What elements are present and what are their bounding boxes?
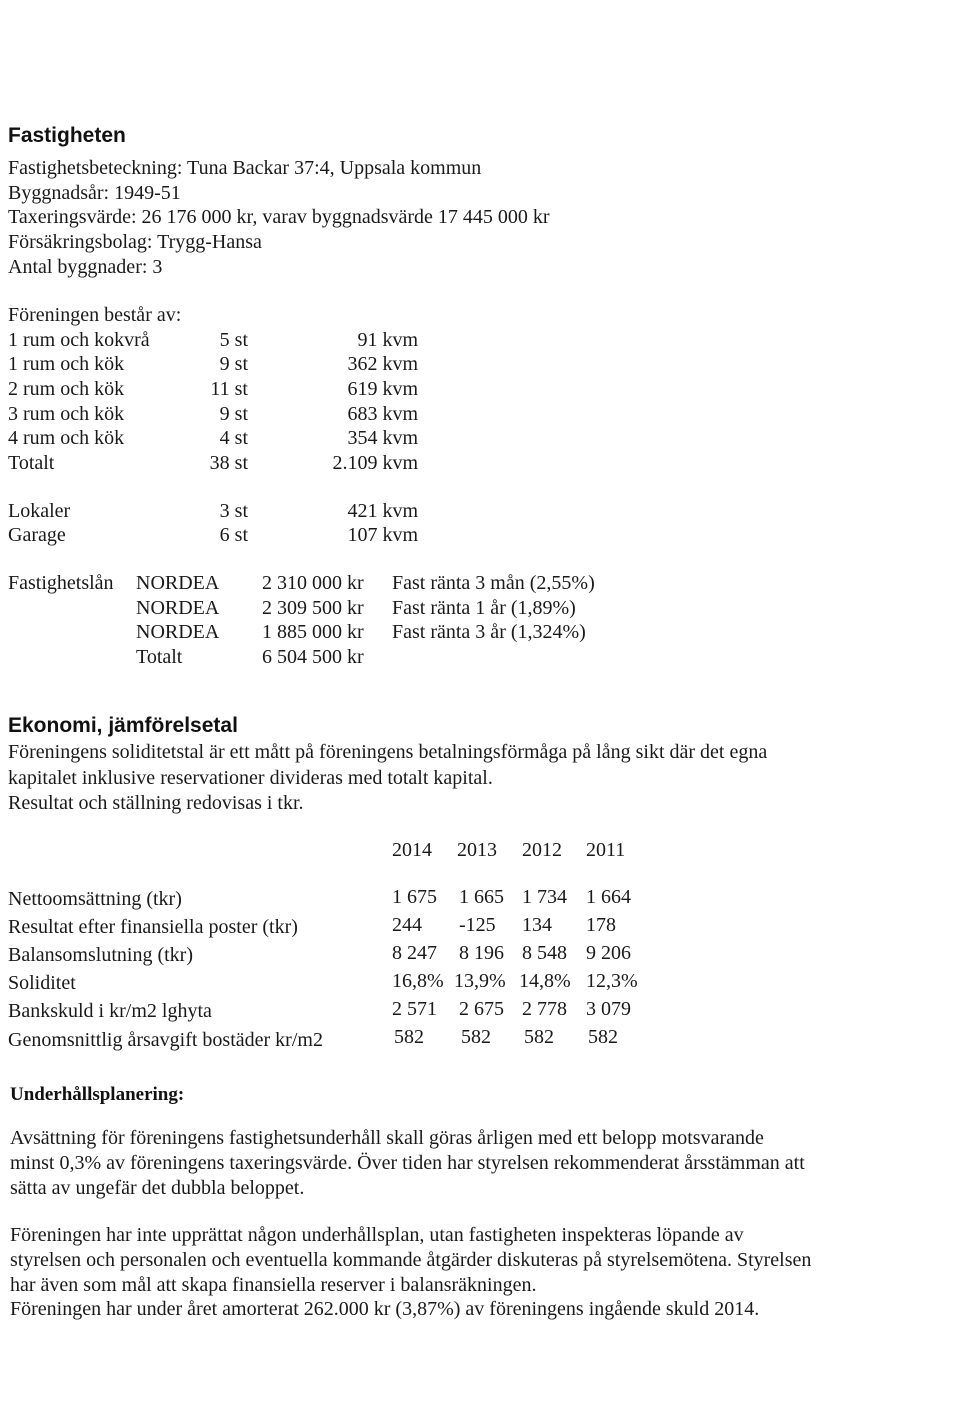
cell-value: 1 734	[522, 886, 567, 908]
cell-value: 2 675	[459, 998, 504, 1020]
loans-label: Fastighetslån	[8, 572, 114, 594]
cell-value: -125	[459, 914, 496, 936]
apartment-type: Totalt	[8, 452, 55, 474]
loan-terms: Fast ränta 3 år (1,324%)	[392, 621, 586, 643]
underhall-paragraph-line: Föreningen har under året amorterat 262.000 kr (3,87%) av föreningens ingående skuld 2014.	[10, 1298, 760, 1320]
cell-value: 8 548	[522, 942, 567, 964]
row-label: Resultat efter finansiella poster (tkr)	[8, 916, 298, 938]
cell-value: 1 664	[586, 886, 631, 908]
loan-amount: 2 309 500 kr	[262, 597, 364, 619]
section-heading-fastigheten: Fastigheten	[8, 124, 126, 147]
cell-value: 14,8%	[519, 970, 571, 992]
tax-value: Taxeringsvärde: 26 176 000 kr, varav byggnadsvärde 17 445 000 kr	[8, 206, 550, 228]
apartment-count: 9 st	[219, 403, 248, 425]
cell-value: 12,3%	[586, 970, 638, 992]
unit-area: 421 kvm	[347, 500, 418, 522]
cell-value: 1 675	[392, 886, 437, 908]
cell-value: 13,9%	[454, 970, 506, 992]
cell-value: 178	[586, 914, 616, 936]
unit-count: 6 st	[219, 524, 248, 546]
row-label: Genomsnittlig årsavgift bostäder kr/m2	[8, 1029, 323, 1051]
apartment-count: 9 st	[219, 353, 248, 375]
apartment-type: 3 rum och kök	[8, 403, 125, 425]
loan-bank: Totalt	[136, 646, 183, 668]
row-label: Bankskuld i kr/m2 lghyta	[8, 1000, 212, 1022]
cell-value: 16,8%	[392, 970, 444, 992]
apartment-type: 1 rum och kokvrå	[8, 329, 150, 351]
cell-value: 582	[394, 1026, 424, 1048]
apartment-count: 4 st	[219, 427, 248, 449]
apartment-area: 354 kvm	[347, 427, 418, 449]
apartment-count: 5 st	[219, 329, 248, 351]
row-label: Balansomslutning (tkr)	[8, 944, 193, 966]
underhall-paragraph-line: sätta av ungefär det dubbla beloppet.	[10, 1177, 305, 1199]
row-label: Soliditet	[8, 972, 76, 994]
loan-terms: Fast ränta 1 år (1,89%)	[392, 597, 576, 619]
apartment-count: 11 st	[210, 378, 248, 400]
underhall-paragraph-line: minst 0,3% av föreningens taxeringsvärde. Över tiden har styrelsen rekommenderat årsstämman att	[10, 1152, 805, 1174]
loan-bank: NORDEA	[136, 572, 220, 594]
unit-area: 107 kvm	[347, 524, 418, 546]
loan-amount: 2 310 000 kr	[262, 572, 364, 594]
cell-value: 244	[392, 914, 422, 936]
insurance-company: Försäkringsbolag: Trygg-Hansa	[8, 231, 262, 253]
section-heading-ekonomi: Ekonomi, jämförelsetal	[8, 714, 238, 737]
ekonomi-paragraph-line: kapitalet inklusive reservationer divideras med totalt kapital.	[8, 767, 493, 789]
apartment-area: 683 kvm	[347, 403, 418, 425]
year-header: 2011	[586, 839, 626, 861]
apartment-type: 2 rum och kök	[8, 378, 125, 400]
underhall-paragraph-line: styrelsen och personalen och eventuella kommande åtgärder diskuteras på styrelsemötena. Styrelsen	[10, 1249, 812, 1271]
cell-value: 2 571	[392, 998, 437, 1020]
unit-count: 3 st	[219, 500, 248, 522]
property-designation: Fastighetsbeteckning: Tuna Backar 37:4, Uppsala kommun	[8, 157, 482, 179]
year-header: 2014	[392, 839, 432, 861]
cell-value: 8 247	[392, 942, 437, 964]
loan-amount: 1 885 000 kr	[262, 621, 364, 643]
cell-value: 582	[461, 1026, 491, 1048]
year-header: 2013	[457, 839, 497, 861]
cell-value: 582	[588, 1026, 618, 1048]
year-header: 2012	[522, 839, 562, 861]
cell-value: 9 206	[586, 942, 631, 964]
unit-type: Lokaler	[8, 500, 71, 522]
underhall-paragraph-line: Avsättning för föreningens fastighetsunderhåll skall göras årligen med ett belopp motsvarande	[10, 1127, 764, 1149]
cell-value: 8 196	[459, 942, 504, 964]
cell-value: 1 665	[459, 886, 504, 908]
underhall-paragraph-line: har även som mål att skapa finansiella reserver i balansräkningen.	[10, 1274, 537, 1296]
row-label: Nettoomsättning (tkr)	[8, 888, 182, 910]
cell-value: 134	[522, 914, 552, 936]
construction-year: Byggnadsår: 1949-51	[8, 182, 181, 204]
section-heading-underhall: Underhållsplanering:	[10, 1084, 185, 1105]
apartment-area: 2.109 kvm	[332, 452, 418, 474]
underhall-paragraph-line: Föreningen har inte upprättat någon underhållsplan, utan fastigheten inspekteras löpande av	[10, 1224, 744, 1246]
composition-intro: Föreningen består av:	[8, 304, 182, 326]
apartment-area: 362 kvm	[347, 353, 418, 375]
loan-bank: NORDEA	[136, 621, 220, 643]
apartment-area: 619 kvm	[347, 378, 418, 400]
apartment-type: 1 rum och kök	[8, 353, 125, 375]
loan-amount: 6 504 500 kr	[262, 646, 364, 668]
ekonomi-paragraph-line: Resultat och ställning redovisas i tkr.	[8, 792, 304, 814]
ekonomi-paragraph-line: Föreningens soliditetstal är ett mått på föreningens betalningsförmåga på lång sikt där det egna	[8, 741, 768, 763]
apartment-area: 91 kvm	[357, 329, 418, 351]
apartment-type: 4 rum och kök	[8, 427, 125, 449]
loan-terms: Fast ränta 3 mån (2,55%)	[392, 572, 595, 594]
cell-value: 582	[524, 1026, 554, 1048]
unit-type: Garage	[8, 524, 66, 546]
loan-bank: NORDEA	[136, 597, 220, 619]
apartment-count: 38 st	[209, 452, 248, 474]
cell-value: 3 079	[586, 998, 631, 1020]
building-count: Antal byggnader: 3	[8, 256, 163, 278]
cell-value: 2 778	[522, 998, 567, 1020]
